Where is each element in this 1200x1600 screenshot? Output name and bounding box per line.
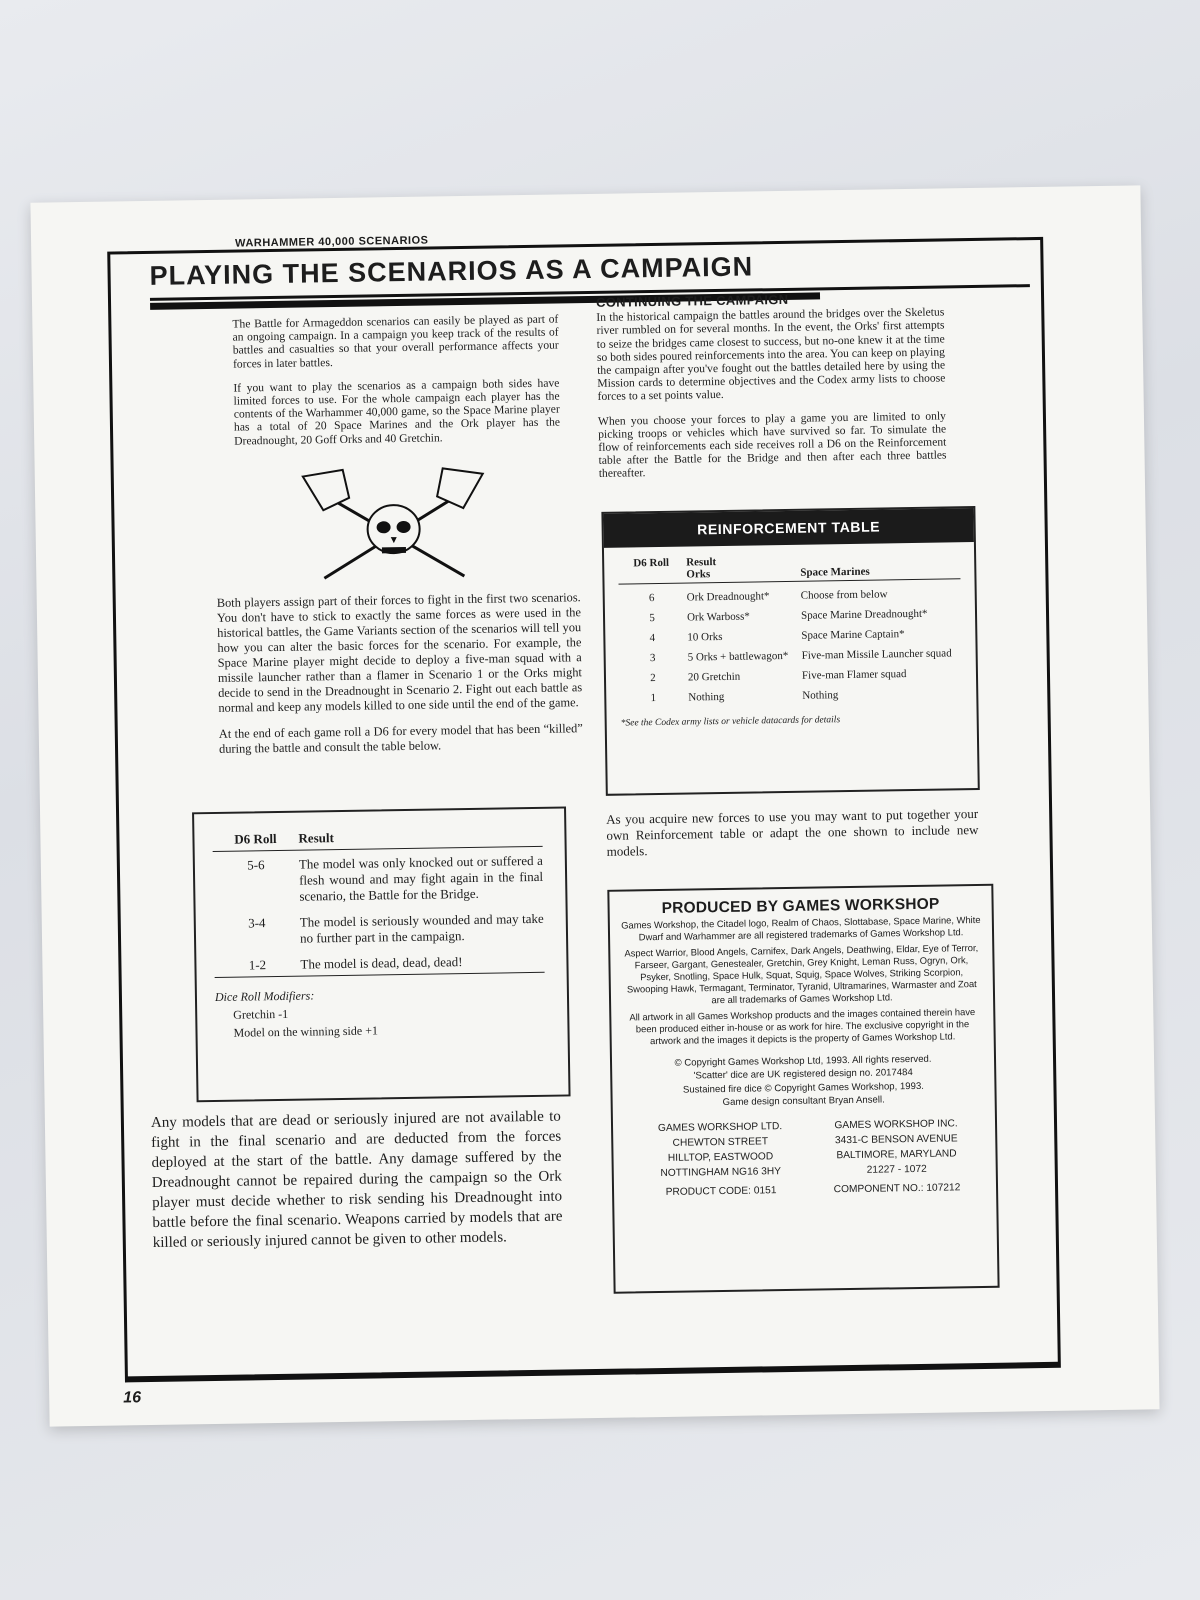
forces-paragraph: At the end of each game roll a D6 for every model that has been “killed” during the battle and consult the table below. (218, 721, 583, 756)
address-line: CHEWTON STREET (672, 1136, 769, 1149)
orks-cell: Ork Dreadnought* (686, 590, 770, 604)
modifier-item: Model on the winning side +1 (233, 1023, 379, 1040)
injury-paragraph: Any models that are dead or seriously injured are not available to fight in the final scenario and are deducted from the forces deployed at the start of the battle. Any damage suffered by the Dreadnought cannot be repaired during the campaign so the Ork player must decide whether to risk sending his Dreadnought into battle before the final scenario. Weapons carried by models that are killed or seriously injured cannot be given to other models. (150, 1108, 563, 1251)
roll-cell: 6 (648, 592, 655, 605)
col-orks-label: Orks (686, 568, 711, 581)
col-orks (684, 555, 800, 581)
continuing-paragraph: When you choose your forces to play a game you are limited to only picking troops or vehicles which have survived so far. To simulate the flow of reinforcements each side receives roll a D6 on the Reinforcement table after the Battle for the Bridge and then after each three battles thereafter. (597, 409, 947, 481)
col-result: Result (686, 556, 717, 569)
intro-paragraph: If you want to play the scenarios as a campaign both sides have limited forces to use. For the whole campaign each player has the contents of the Warhammer 40,000 game, so the Space Marine player has a total of 20 Space Marines and the Ork player has the Dreadnought, 20 Goff Orks and 40 Gretchin. (233, 376, 561, 448)
intro-paragraph: The Battle for Armageddon scenarios can easily be played as part of an ongoing campaign. In a campaign you keep track of the results of battles and casualties so that your overall performance affects your forces in later battles. (232, 312, 559, 371)
product-code: PRODUCT CODE: 0151 (665, 1184, 777, 1198)
roll-cell: 5 (649, 612, 655, 625)
address-line: 21227 - 1072 (866, 1163, 927, 1176)
result-cell: The model is seriously wounded and may take no further part in the campaign. (299, 910, 544, 946)
marines-cell: Five-man Flamer squad (801, 668, 907, 682)
copyright-block (612, 1052, 995, 1112)
continuing-heading: CONTINUING THE CAMPAIGN (595, 291, 789, 310)
produced-by-box (607, 884, 999, 1294)
roll-cell: 1-2 (248, 957, 267, 973)
copyright-line: 'Scatter' dice are UK registered design no. 2017484 (693, 1067, 913, 1082)
table-row (619, 607, 961, 626)
address-line: BALTIMORE, MARYLAND (836, 1148, 957, 1162)
roll-cell: 4 (649, 632, 656, 645)
roll-cell: 2 (650, 672, 656, 685)
modifier-item: Gretchin -1 (233, 1006, 289, 1022)
address-line: GAMES WORKSHOP LTD. (657, 1120, 783, 1134)
table-row (213, 853, 544, 906)
address-us (811, 1116, 982, 1179)
address-line: 3431-C BENSON AVENUE (834, 1133, 958, 1147)
modifiers-title: Dice Roll Modifiers: (214, 988, 315, 1004)
table-row (214, 953, 544, 978)
address-line: HILLTOP, EASTWOOD (667, 1151, 774, 1164)
roll-cell: 3-4 (248, 915, 266, 931)
result-cell: The model was only knocked out or suffered a flesh wound and may fight again in the final scenario, the Battle for the Bridge. (298, 852, 544, 904)
dice-modifiers (215, 983, 546, 1042)
marines-cell: Nothing (802, 689, 839, 702)
col-marines: Space Marines (800, 565, 870, 579)
col-roll: D6 Roll (234, 831, 277, 847)
new-forces-paragraph: As you acquire new forces to use you may want to put together your own Reinforcement table or adapt the one shown to include new models. (606, 805, 979, 859)
trademark-paragraph: Aspect Warrior, Blood Angels, Carnifex, Dark Angels, Deathwing, Eldar, Eye of Terror, Farseer, Gargant, Genestealer, Gretchin, Grey Knight, Leman Russ, Ogryn, Ork, Psyker, Snotling, Space Hulk, Squat, Squig, Space Wolves, Striking Scorpion, Swooping Hawk, Termagant, Terminator, Tyranid, Ultramarines, Warmaster and Zoat are all trademarks of Games Workshop Ltd. (624, 942, 979, 1005)
reinforcement-table-title: REINFORCEMENT TABLE (603, 508, 973, 548)
orks-cell: Nothing (688, 690, 725, 704)
orks-cell: Ork Warboss* (686, 610, 750, 624)
roll-cell: 3 (649, 652, 656, 665)
continuing-paragraph: In the historical campaign the battles around the bridges over the Skeletus river rumbled on for several months. In the event, the Orks' first attempts to seize the bridges came closest to success, but no-one knew it at the time so both sides poured reinforcements into the area. You can keep on playing the campaign after you've fought out the battles detailed here by using the Mission cards to determine objectives and the Codex army lists to choose forces to a set points value. (596, 305, 946, 404)
forces-paragraph: Both players assign part of their forces to fight in the first two scenarios. You don't have to stick to exactly the same forces as were used in the historical battles, the Game Variants section of the scenarios will tell you how you can alter the basic forces for the scenario. For example, the Space Marine player might decide to deploy a five-man squad with a missile launcher rather than a flamer in Scenario 1 or the Orks might decide to send in the Dreadnought in Scenario 2. Fight out each battle as normal and keep any models killed to one side until the end of the game. (216, 590, 583, 715)
forces-column (217, 590, 584, 768)
booklet-page (30, 185, 1159, 1426)
reinforcement-footnote: *See the Codex army lists or vehicle datacards for details (620, 715, 841, 729)
intro-column (232, 313, 560, 459)
roll-cell: 1 (650, 692, 657, 705)
table-row (619, 627, 961, 646)
table-row (214, 911, 544, 948)
orks-cell: 10 Orks (687, 630, 723, 644)
orks-cell: 5 Orks + battlewagon* (687, 649, 789, 664)
copyright-line: Sustained fire dice © Copyright Games Workshop, 1993. (682, 1080, 925, 1096)
page-number: 16 (123, 1389, 142, 1407)
addresses (635, 1116, 982, 1181)
address-line: GAMES WORKSHOP INC. (834, 1118, 958, 1132)
table-row (619, 587, 961, 606)
copyright-line: Game design consultant Bryan Ansell. (722, 1094, 885, 1109)
marines-cell: Space Marine Dreadnought* (800, 607, 928, 622)
trademark-paragraph: All artwork in all Games Workshop products and the images contained therein have been produced either in-house or as work for hire. The exclusive copyright in the artwork and the images it depicts is the property of Games Workshop Ltd. (629, 1006, 976, 1047)
component-number: COMPONENT NO.: 107212 (833, 1182, 961, 1196)
marines-cell: Space Marine Captain* (801, 628, 905, 642)
reinforcement-table (601, 506, 979, 796)
result-cell: The model is dead, dead, dead! (300, 954, 463, 972)
produced-title: PRODUCED BY GAMES WORKSHOP (661, 895, 940, 917)
casualty-table-header (212, 827, 542, 852)
roll-cell: 5-6 (247, 857, 265, 873)
col-result: Result (298, 830, 334, 846)
continuing-column (596, 290, 947, 491)
copyright-line: © Copyright Games Workshop Ltd, 1993. All rights reserved. (674, 1053, 932, 1069)
col-roll: D6 Roll (633, 556, 670, 570)
codes (636, 1182, 982, 1199)
trademark-paragraph: Games Workshop, the Citadel logo, Realm of Chaos, Slottabase, Space Marine, White Dwarf and Warhammer are all registered trademarks of Games Workshop Ltd. (621, 913, 981, 942)
skull-axes-illustration (293, 466, 495, 589)
address-uk (635, 1119, 806, 1182)
reinforcement-table-header (618, 552, 960, 584)
marines-cell: Choose from below (800, 588, 888, 602)
marines-cell: Five-man Missile Launcher squad (801, 647, 952, 662)
casualty-table (192, 806, 571, 1102)
page-title: PLAYING THE SCENARIOS AS A CAMPAIGN (149, 251, 754, 291)
table-row (620, 647, 962, 666)
running-header: WARHAMMER 40,000 SCENARIOS (235, 234, 429, 250)
address-line: NOTTINGHAM NG16 3HY (660, 1165, 782, 1179)
table-row (620, 667, 962, 686)
orks-cell: 20 Gretchin (687, 670, 741, 684)
table-row (620, 687, 962, 706)
